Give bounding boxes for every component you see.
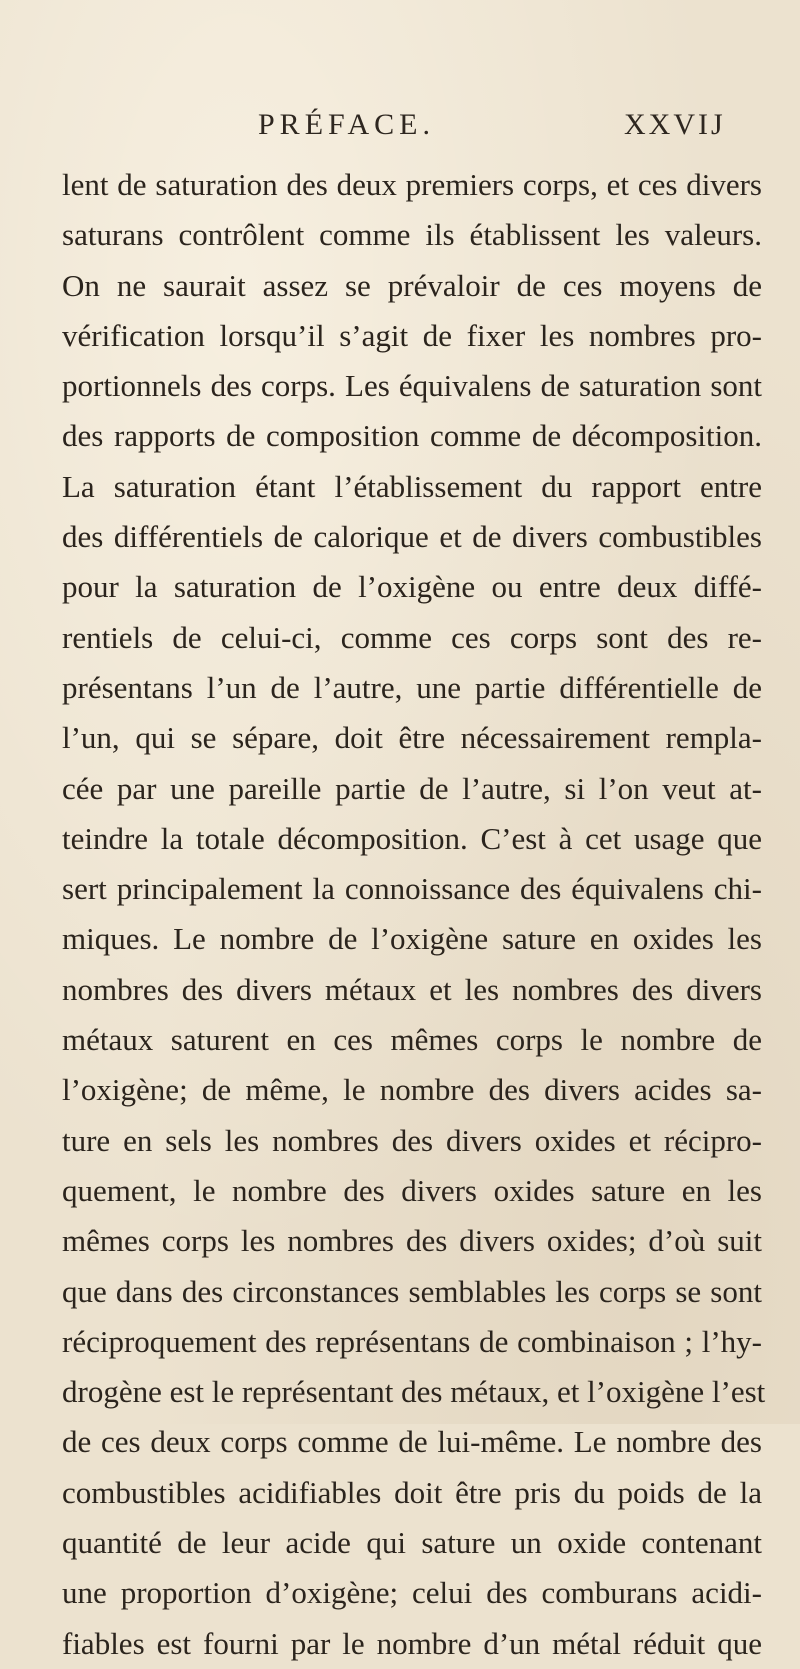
text-line: portionnels des corps. Les équivalens de saturation sont [62,368,762,404]
text-line: vérification lorsqu’il s’agit de fixer les nombres pro- [62,317,762,353]
text-line: pour la saturation de l’oxigène ou entre deux diffé- [62,569,762,605]
text-line: La saturation étant l’établissement du rapport entre [62,468,762,504]
text-line: métaux saturent en ces mêmes corps le nombre de [62,1022,762,1058]
page-header [0,108,800,152]
text-line: réciproquement des représentans de combinaison ; l’hy- [62,1323,762,1359]
text-line: saturans contrôlent comme ils établissent les valeurs. [62,217,762,253]
text-line: nombres des divers métaux et les nombres des divers [62,971,762,1007]
text-line: lent de saturation des deux premiers corps, et ces divers [62,167,762,202]
text-line: cée par une pareille partie de l’autre, si l’on veut at- [62,770,762,806]
text-line: que dans des circonstances semblables les corps se sont [62,1273,762,1309]
text-line: drogène est le représentant des métaux, et l’oxigène l’est [62,1374,766,1410]
text-line: sert principalement la connoissance des équivalens chi- [62,871,762,907]
text-line: fiables est fourni par le nombre d’un métal réduit que [62,1625,762,1661]
text-line: combustibles acidifiables doit être pris du poids de la [62,1474,762,1510]
text-line: mêmes corps les nombres des divers oxides; d’où suit [62,1223,762,1259]
text-line: présentans l’un de l’autre, une partie différentielle de [62,669,762,705]
text-line: des différentiels de calorique et de divers combustibles [62,519,762,555]
text-line: des rapports de composition comme de décomposition. [62,418,762,454]
text-line: rentiels de celui-ci, comme ces corps sont des re- [62,619,762,655]
text-line: une proportion d’oxigène; celui des comburans acidi- [62,1575,762,1611]
text-line: l’oxigène; de même, le nombre des divers acides sa- [62,1072,762,1108]
text-line: quantité de leur acide qui sature un oxide contenant [62,1525,762,1561]
text-line: On ne saurait assez se prévaloir de ces moyens de [62,267,762,303]
page-number: XXVIJ [624,108,726,141]
running-title: PRÉFACE. [258,108,435,141]
text-line: ture en sels les nombres des divers oxides et récipro- [62,1122,762,1158]
text-line: teindre la totale décomposition. C’est à cet usage que [62,820,762,856]
text-line: l’un, qui se sépare, doit être nécessairement rempla- [62,720,762,756]
text-line: miques. Le nombre de l’oxigène sature en oxides les [62,921,762,957]
text-line: de ces deux corps comme de lui-même. Le nombre des [62,1424,762,1460]
body-text [62,160,766,1669]
text-line: quement, le nombre des divers oxides sature en les [62,1172,762,1208]
